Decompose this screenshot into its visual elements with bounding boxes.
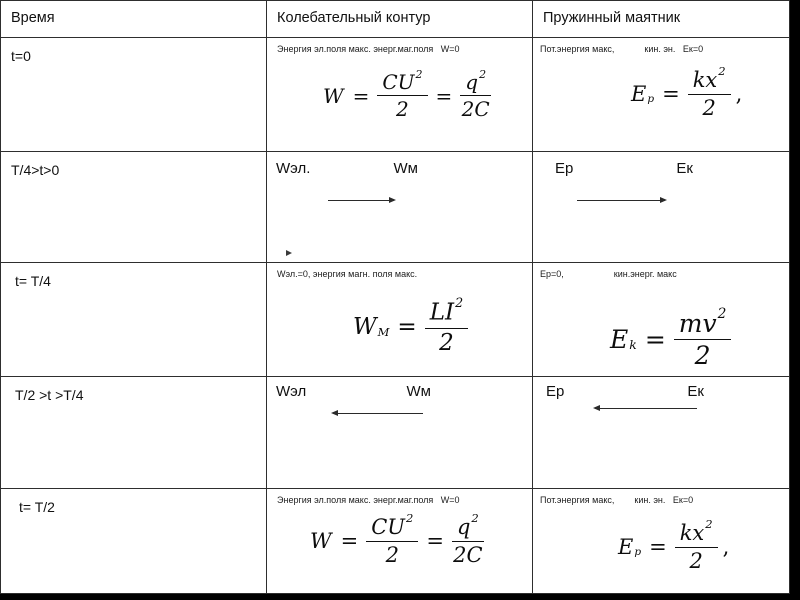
stray-arrow-mark [286,250,292,256]
fraction: $\frac{mv^2}{2}$ [674,311,732,368]
energy-labels [276,383,431,400]
label-w-electric: Wэл [276,383,307,400]
label-w-magnetic: Wм [393,160,418,177]
pendulum-note: Ер=0, кин.энерг. макс [540,269,677,279]
header-time-label: Время [11,10,55,26]
fraction: $\frac{LI^2}{2}$ [425,301,468,355]
label-e-kinetic: Ек [676,160,693,177]
label-e-potential: Ер [555,160,574,177]
header-cell-circuit [267,1,533,38]
pendulum-cell-row2 [533,152,790,263]
label-e-potential: Ер [546,383,565,400]
header-cell-pendulum [533,1,790,38]
label-e-kinetic: Ек [687,383,704,400]
circuit-cell-row2 [267,152,533,263]
time-cell-row3 [1,263,267,377]
pendulum-cell-row1 [533,38,790,152]
time-value: t=0 [11,48,31,64]
kinetic-energy-formula: E k = $\frac{mv^2}{2}$ [610,311,733,368]
circuit-note: Энергия эл.поля макс. энерг.маг.поля W=0 [277,495,460,505]
time-value: t= T/4 [15,273,51,289]
energy-labels [555,160,693,177]
energy-flow-right-arrow [328,200,394,201]
time-cell-row5 [1,489,267,594]
fraction: $\frac{q^2}{2C}$ [453,510,483,567]
formula-lhs: W [310,529,332,553]
pendulum-note: Пот.энергия макс, кин. эн. Ек=0 [540,44,704,54]
pendulum-note: Пот.энергия макс, кин. эн. Ек=0 [540,495,694,505]
header-pendulum-label: Пружинный маятник [543,10,681,26]
energy-flow-left-arrow [333,413,423,414]
fraction: $\frac{kx^2}{2}$ [675,523,718,572]
formula-lhs: E [610,325,629,354]
header-cell-time [1,1,267,38]
energy-flow-left-arrow [595,408,697,409]
circuit-note: Энергия эл.поля макс. энерг.маг.поля W=0 [277,44,460,54]
header-circuit-label: Колебательный контур [277,10,431,26]
fraction: $\frac{kx^2}{2}$ [688,70,731,119]
circuit-cell-row3 [267,263,533,377]
potential-energy-formula: E p = $\frac{kx^2}{2}$ , [618,516,730,573]
label-w-magnetic: Wм [406,383,431,400]
circuit-note: Wэл.=0, энергия магн. поля макс. [277,269,418,279]
fraction: $\frac{CU^2}{2}$ [377,72,427,119]
pendulum-cell-row3 [533,263,790,377]
electric-energy-formula: W = $\frac{CU^2}{2}$ = $\frac{q^2}{2C}$ [310,510,483,567]
time-value: T/4>t>0 [11,162,60,178]
formula-lhs: W [353,314,377,341]
pendulum-cell-row5 [533,489,790,594]
time-cell-row1 [1,38,267,152]
energy-labels [546,383,704,400]
formula-lhs: E [631,82,647,106]
energy-flow-right-arrow [577,200,665,201]
circuit-cell-row4 [267,377,533,489]
formula-lhs: E [618,535,634,559]
time-value: T/2 >t >T/4 [15,387,84,403]
time-cell-row4 [1,377,267,489]
label-w-electric: Wэл. [276,160,311,177]
circuit-cell-row5 [267,489,533,594]
potential-energy-formula: E p = $\frac{kx^2}{2}$ , [631,63,743,120]
magnetic-energy-formula: W М = $\frac{LI^2}{2}$ [353,301,470,355]
time-value: t= T/2 [19,499,55,515]
fraction: $\frac{CU^2}{2}$ [366,517,418,566]
pendulum-cell-row4 [533,377,790,489]
circuit-cell-row1 [267,38,533,152]
fraction: $\frac{q^2}{2C}$ [461,67,490,121]
energy-labels [276,160,418,177]
formula-lhs: W [323,83,344,108]
time-cell-row2 [1,152,267,263]
electric-energy-formula: W = $\frac{CU^2}{2}$ = $\frac{q^2}{2C}$ [323,67,490,121]
